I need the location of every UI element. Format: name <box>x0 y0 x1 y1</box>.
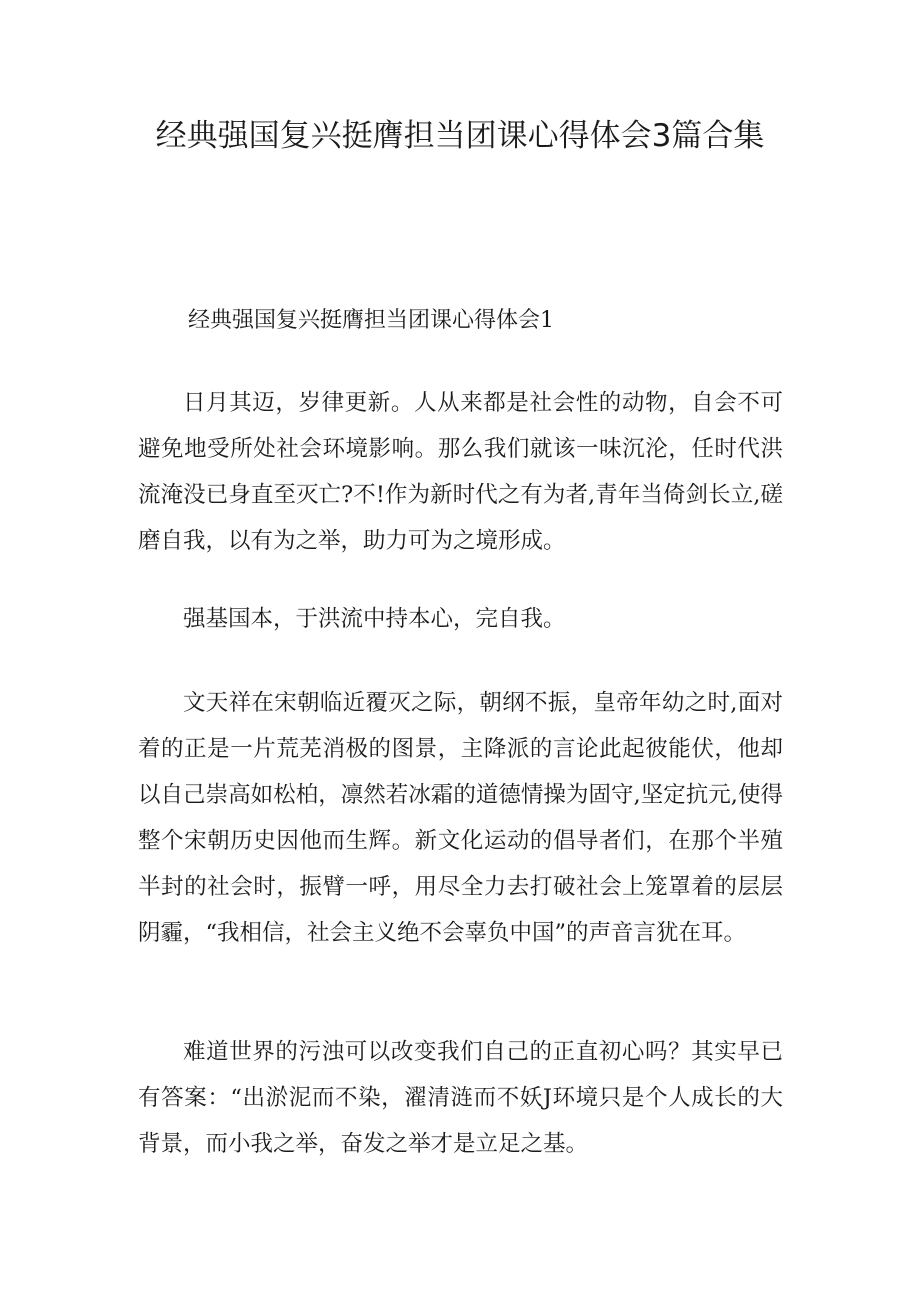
paragraph-3: 文天祥在宋朝临近覆灭之际，朝纲不振，皇帝年幼之时,面对着的正是一片荒芜消极的图景，主降派的言论此起彼能伏，他却以自己崇高如松柏，凛然若冰霜的道德情操为固守,坚定抗元,使得整个宋朝历史因他而生辉。新文化运动的倡导者们，在那个半殖半封的社会时，振臂一呼，用尽全力去打破社会上笼罩着的层层阴霾，“我相信，社会主义绝不会辜负中国”的声音言犹在耳。 <box>138 690 783 946</box>
paragraph-2: 强基国本，于洪流中持本心，完自我。 <box>183 606 566 632</box>
section-heading: 经典强国复兴挺膺担当团课心得体会1 <box>188 308 554 333</box>
paragraph-4: 难道世界的污浊可以改变我们自己的正直初心吗？其实早已有答案：“出淤泥而不染，濯清涟而不妖J环境只是个人成长的大背景，而小我之举，奋发之举才是立足之基。 <box>138 1039 783 1157</box>
document-title: 经典强国复兴挺膺担当团课心得体会3篇合集 <box>155 118 765 154</box>
paragraph-1: 日月其迈，岁律更新。人从来都是社会性的动物，自会不可避免地受所处社会环境影响。那么我们就该一味沉沦，任时代洪流淹没已身直至灭亡?不!作为新时代之有为者,青年当倚剑长立,磋磨自我，以有为之举，助力可为之境形成。 <box>138 390 783 554</box>
